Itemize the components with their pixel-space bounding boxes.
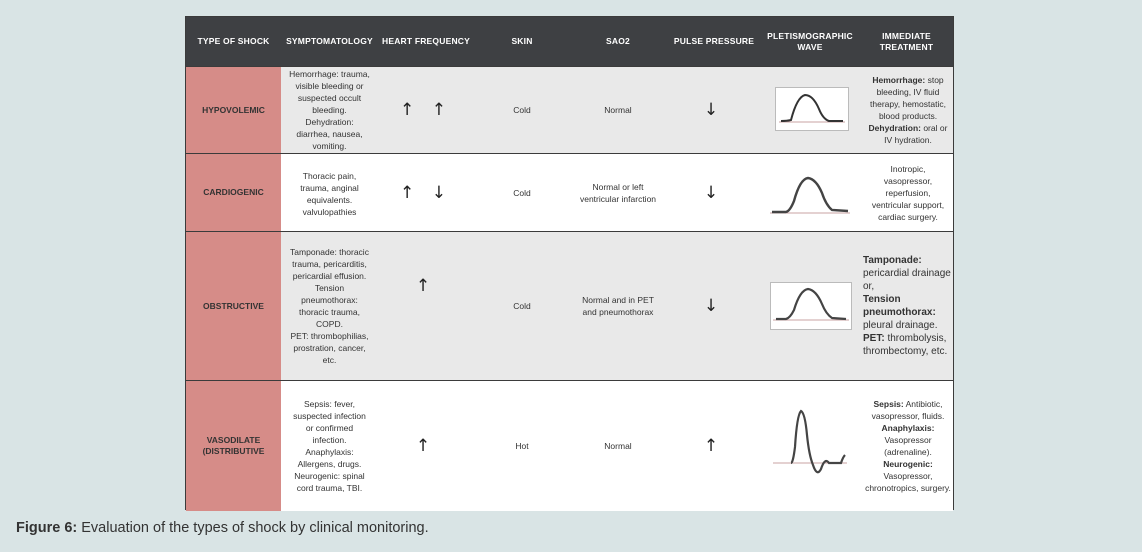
- header-skin: SKIN: [511, 36, 533, 46]
- skin-cell: Hot: [515, 441, 529, 451]
- header-pulse-pressure: PULSE PRESSURE: [673, 36, 755, 46]
- table-row: [186, 231, 953, 380]
- symptoms-cell: Sepsis: fever, suspected infection or confirmed infection. Anaphylaxis: Allergens, drugs. Neurogenic: spinal cord trauma, TBI.: [293, 399, 366, 493]
- symptoms-cell: Thoracic pain, trauma, anginal equivalents. valvulopathies: [300, 171, 359, 217]
- pleth-wave-icon: [768, 171, 852, 217]
- skin-cell: Cold: [513, 105, 531, 115]
- caption-text: Evaluation of the types of shock by clinical monitoring.: [77, 520, 429, 536]
- symptoms-cell: Hemorrhage: trauma, visible bleeding or suspected occult bleeding. Dehydration: diarrhea, nausea, vomiting.: [289, 69, 370, 151]
- treatment-cell: Tamponade: pericardial drainage or, Tension pneumothorax: pleural drainage. PET: thrombolysis, thrombectomy, etc.: [863, 255, 951, 357]
- type-cell: HYPOVOLEMIC: [186, 67, 281, 153]
- skin-cell: Cold: [513, 301, 531, 311]
- header-immediate-treatment: IMMEDIATE TREATMENT: [879, 30, 934, 52]
- pleth-wave-icon: [775, 87, 849, 131]
- pleth-wave-icon: [771, 407, 851, 479]
- table-row: [186, 153, 953, 231]
- caption-label: Figure 6:: [16, 520, 78, 536]
- sao2-cell: Normal and in PET and pneumothorax: [582, 295, 654, 317]
- shock-table: [185, 16, 954, 510]
- table-row: [186, 380, 953, 511]
- table-header: [186, 17, 953, 66]
- figure-caption: [16, 520, 429, 536]
- heart-frequency-cell: ↑: [415, 276, 437, 296]
- type-cell: VASODILATE (DISTRIBUTIVE: [186, 381, 281, 511]
- treatment-cell: Inotropic, vasopressor, reperfusion, ventricular support, cardiac surgery.: [871, 163, 945, 222]
- pulse-pressure-cell: ↓: [703, 296, 725, 316]
- heart-frequency-cell: ↑: [415, 436, 437, 456]
- pulse-pressure-cell: ↓: [703, 182, 725, 203]
- header-type: TYPE OF SHOCK: [197, 36, 270, 46]
- symptoms-cell: Tamponade: thoracic trauma, pericarditis, pericardial effusion. Tension pneumothorax: thoracic trauma, COPD. PET: thrombophilias, prostration, cancer, etc.: [290, 247, 369, 365]
- skin-cell: Cold: [513, 187, 531, 198]
- type-cell: OBSTRUCTIVE: [186, 232, 281, 380]
- header-symptomatology: SYMPTOMATOLOGY: [286, 36, 373, 46]
- treatment-cell: Hemorrhage: stop bleeding, IV fluid therapy, hemostatic, blood products. Dehydration: oral or IV hydration.: [868, 75, 948, 145]
- sao2-cell: Normal: [604, 105, 632, 115]
- pulse-pressure-cell: ↓: [703, 100, 725, 120]
- heart-frequency-cell: ↑ ↓: [400, 182, 452, 203]
- sao2-cell: Normal: [604, 441, 632, 451]
- treatment-cell: Sepsis: Antibiotic, vasopressor, fluids. Anaphylaxis: Vasopressor (adrenaline). Neurogenic: Vasopressor, chronotropics, surgery.: [865, 399, 951, 493]
- type-cell: CARDIOGENIC: [186, 154, 281, 231]
- pleth-wave-icon: [770, 282, 852, 330]
- header-sao2: SAO2: [606, 36, 630, 46]
- pulse-pressure-cell: ↑: [703, 436, 725, 456]
- header-heart-frequency: HEART FREQUENCY: [381, 36, 470, 46]
- header-pletismographic-wave: PLETISMOGRAPHIC WAVE: [767, 30, 853, 52]
- table-row: [186, 66, 953, 153]
- heart-frequency-cell: ↑ ↑: [400, 100, 452, 120]
- sao2-cell: Normal or left ventricular infarction: [579, 181, 657, 204]
